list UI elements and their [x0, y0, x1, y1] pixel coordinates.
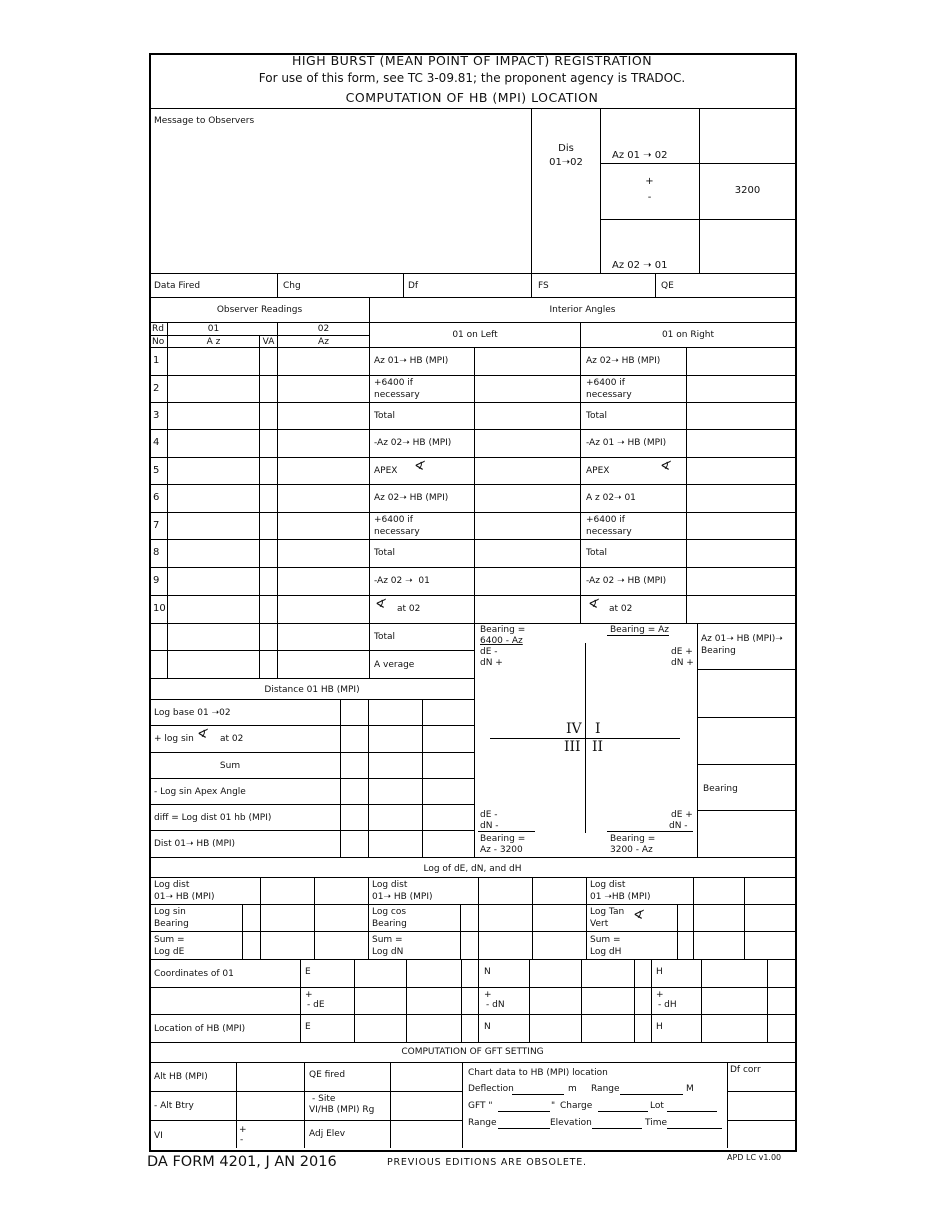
- dis-label: Dis: [558, 143, 574, 154]
- interior-left-label: +6400 if necessary: [374, 515, 420, 537]
- q-tr-dn: dN +: [671, 658, 694, 668]
- deflection-m: m: [568, 1084, 577, 1094]
- vi-minus: -: [240, 1135, 244, 1145]
- observer-readings-title: Observer Readings: [216, 305, 303, 315]
- interior-left-label: Total: [374, 548, 396, 558]
- form-instructions: For use of this form, see TC 3-09.81; the proponent agency is TRADOC.: [258, 71, 686, 85]
- q-br-value: 3200 - Az: [610, 845, 653, 855]
- interior-right-label: -Az 01 ➝ HB (MPI): [586, 438, 667, 448]
- dis-sub: 01➝02: [549, 157, 583, 168]
- angle-symbol-icon: ∢: [196, 727, 207, 742]
- average-label: A verage: [374, 660, 415, 670]
- az2-col-label: Az: [318, 337, 329, 347]
- quadrant-ii: II: [592, 739, 604, 755]
- q-br-dn: dN -: [669, 821, 688, 831]
- angle-symbol-icon: ∢: [413, 459, 424, 474]
- vi-hb-rg-label: VI/HB (MPI) Rg: [309, 1105, 375, 1115]
- fs-label: FS: [538, 281, 549, 291]
- az-01-02: Az 01 ➝ 02: [612, 150, 668, 161]
- va-col-label: VA: [262, 337, 275, 347]
- interior-right-label: Az 02➝ HB (MPI): [586, 356, 661, 366]
- alt-hb-label: Alt HB (MPI): [154, 1072, 208, 1082]
- observer-row-number: 3: [153, 410, 160, 421]
- charge-label: Charge: [560, 1101, 593, 1111]
- q-bl-value: Az - 3200: [480, 845, 523, 855]
- q-bl-dn: dN -: [480, 821, 499, 831]
- angle-symbol-icon: ∢: [374, 597, 385, 612]
- interior-left-label: Total: [374, 411, 396, 421]
- observer-row-number: 1: [153, 355, 160, 366]
- observer-row-number: 10: [153, 603, 166, 614]
- rd-label: Rd: [152, 324, 164, 334]
- distance-row-label: + log sin: [154, 734, 194, 744]
- coord-e: E: [305, 967, 311, 977]
- angle-symbol-icon: ∢: [659, 459, 670, 474]
- left-title: 01 on Left: [452, 330, 498, 340]
- bearing-label-1: Bearing: [701, 646, 736, 656]
- log-a2: Log sin Bearing: [154, 907, 189, 929]
- q-tl-de: dE -: [480, 647, 498, 657]
- az-plus: +: [645, 176, 654, 187]
- lot-label: Lot: [650, 1101, 664, 1111]
- observer-row-number: 9: [153, 575, 160, 586]
- interior-right-label: APEX: [586, 466, 610, 476]
- df-corr-label: Df corr: [730, 1065, 761, 1075]
- coord-n: N: [484, 967, 491, 977]
- observer-row-number: 5: [153, 465, 160, 476]
- elevation-label: Elevation: [550, 1118, 592, 1128]
- q-tr-de: dE +: [671, 647, 693, 657]
- az-3200: 3200: [734, 185, 761, 196]
- q-tl-value: 6400 - Az: [480, 636, 523, 646]
- interior-right-label: +6400 if necessary: [586, 515, 632, 537]
- qe-label: QE: [661, 281, 674, 291]
- loc-hb-label: Location of HB (MPI): [154, 1024, 246, 1034]
- log-title: Log of dE, dN, and dH: [423, 864, 522, 874]
- log-b3: Sum = Log dN: [372, 935, 404, 957]
- adj-elev-label: Adj Elev: [309, 1129, 346, 1139]
- coord-01-label: Coordinates of 01: [154, 969, 234, 979]
- interior-right-label: at 02: [609, 604, 633, 614]
- df-label: Df: [408, 281, 419, 291]
- log-b1: Log dist 01➝ HB (MPI): [372, 880, 433, 902]
- vi-label: VI: [154, 1131, 163, 1141]
- interior-left-label: -Az 02 ➝ 01: [374, 576, 430, 586]
- interior-left-label: Az 02➝ HB (MPI): [374, 493, 449, 503]
- site-label: - Site: [312, 1094, 336, 1104]
- az-bearing-label: Az 01➝ HB (MPI)➝: [701, 634, 783, 644]
- form-number: DA FORM 4201, J AN 2016: [147, 1154, 337, 1170]
- obsolete-note: PREVIOUS EDITIONS ARE OBSOLETE.: [387, 1157, 587, 1168]
- message-label: Message to Observers: [154, 116, 255, 126]
- minus-dh: - dH: [658, 1000, 677, 1010]
- loc-n: N: [484, 1022, 491, 1032]
- interior-left-label: -Az 02➝ HB (MPI): [374, 438, 452, 448]
- q-br-label: Bearing =: [610, 834, 656, 844]
- plus-n: +: [484, 990, 492, 1000]
- distance-row-label: Dist 01➝ HB (MPI): [154, 839, 236, 849]
- gft-title: COMPUTATION OF GFT SETTING: [401, 1047, 544, 1057]
- log-b2: Log cos Bearing: [372, 907, 407, 929]
- range-label: Range: [591, 1084, 620, 1094]
- interior-left-label: +6400 if necessary: [374, 378, 420, 400]
- quadrant-horizontal-axis: [490, 738, 680, 739]
- deflection-label: Deflection: [468, 1084, 514, 1094]
- log-c2: Log Tan Vert: [590, 907, 625, 929]
- az-minus: -: [647, 192, 652, 203]
- distance-row-label: Log base 01 ➝02: [154, 708, 231, 718]
- q-tl-label: Bearing =: [480, 625, 526, 635]
- total-label: Total: [374, 632, 396, 642]
- quadrant-i: I: [595, 721, 601, 737]
- data-fired-label: Data Fired: [154, 281, 201, 291]
- col-02-label: 02: [317, 324, 330, 334]
- interior-right-label: Total: [586, 548, 608, 558]
- q-tl-dn: dN +: [480, 658, 503, 668]
- q-br-de: dE +: [671, 810, 693, 820]
- quadrant-iii: III: [564, 739, 581, 755]
- interior-right-label: -Az 02 ➝ HB (MPI): [586, 576, 667, 586]
- gft-quote: ": [551, 1101, 556, 1111]
- observer-row-number: 8: [153, 547, 160, 558]
- interior-angles-title: Interior Angles: [549, 305, 616, 315]
- range-m: M: [686, 1084, 694, 1094]
- form-title: HIGH BURST (MEAN POINT OF IMPACT) REGISTRATION: [291, 53, 653, 68]
- interior-left-label: at 02: [397, 604, 421, 614]
- plus-e: +: [305, 990, 313, 1000]
- log-a1: Log dist 01➝ HB (MPI): [154, 880, 215, 902]
- distance-title: Distance 01 HB (MPI): [264, 685, 360, 695]
- q-bl-de: dE -: [480, 810, 498, 820]
- quadrant-iv: IV: [566, 721, 582, 737]
- log-c1: Log dist 01 ➝HB (MPI): [590, 880, 651, 902]
- vi-plus: +: [239, 1125, 247, 1135]
- plus-h: +: [656, 990, 664, 1000]
- right-title: 01 on Right: [661, 330, 715, 340]
- qe-fired-label: QE fired: [309, 1070, 346, 1080]
- coord-h: H: [656, 967, 663, 977]
- log-c3: Sum = Log dH: [590, 935, 622, 957]
- az-02-01: Az 02 ➝ 01: [612, 260, 668, 271]
- minus-dn: - dN: [486, 1000, 505, 1010]
- col-01-label: 01: [207, 324, 220, 334]
- distance-row-label: - Log sin Apex Angle: [154, 787, 246, 797]
- chart-data-label: Chart data to HB (MPI) location: [468, 1068, 608, 1078]
- interior-left-label: APEX: [374, 466, 398, 476]
- no-label: No: [152, 337, 165, 347]
- version-label: APD LC v1.00: [727, 1153, 782, 1162]
- angle-symbol-icon: ∢: [587, 597, 598, 612]
- interior-right-label: +6400 if necessary: [586, 378, 632, 400]
- interior-left-label: Az 01➝ HB (MPI): [374, 356, 449, 366]
- log-a3: Sum = Log dE: [154, 935, 185, 957]
- section-title: COMPUTATION OF HB (MPI) LOCATION: [345, 90, 599, 105]
- observer-row-number: 6: [153, 492, 160, 503]
- q-tr-label: Bearing = Az: [610, 625, 669, 635]
- range2-label: Range: [468, 1118, 497, 1128]
- az-col-label: A z: [206, 337, 221, 347]
- minus-de: - dE: [307, 1000, 325, 1010]
- angle-symbol-icon: ∢: [632, 908, 643, 923]
- observer-row-number: 7: [153, 520, 160, 531]
- interior-right-label: A z 02➝ 01: [586, 493, 636, 503]
- interior-right-label: Total: [586, 411, 608, 421]
- loc-e: E: [305, 1022, 311, 1032]
- distance-row-label: diff = Log dist 01 hb (MPI): [154, 813, 272, 823]
- observer-row-number: 4: [153, 437, 160, 448]
- loc-h: H: [656, 1022, 663, 1032]
- time-label: Time: [645, 1118, 668, 1128]
- chg-label: Chg: [283, 281, 301, 291]
- bearing-label-2: Bearing: [703, 784, 738, 794]
- distance-at02: at 02: [220, 734, 244, 744]
- alt-btry-label: - Alt Btry: [154, 1101, 194, 1111]
- distance-row-label: Sum: [219, 761, 241, 771]
- gft-label: GFT ": [468, 1101, 493, 1111]
- observer-row-number: 2: [153, 383, 160, 394]
- q-bl-label: Bearing =: [480, 834, 526, 844]
